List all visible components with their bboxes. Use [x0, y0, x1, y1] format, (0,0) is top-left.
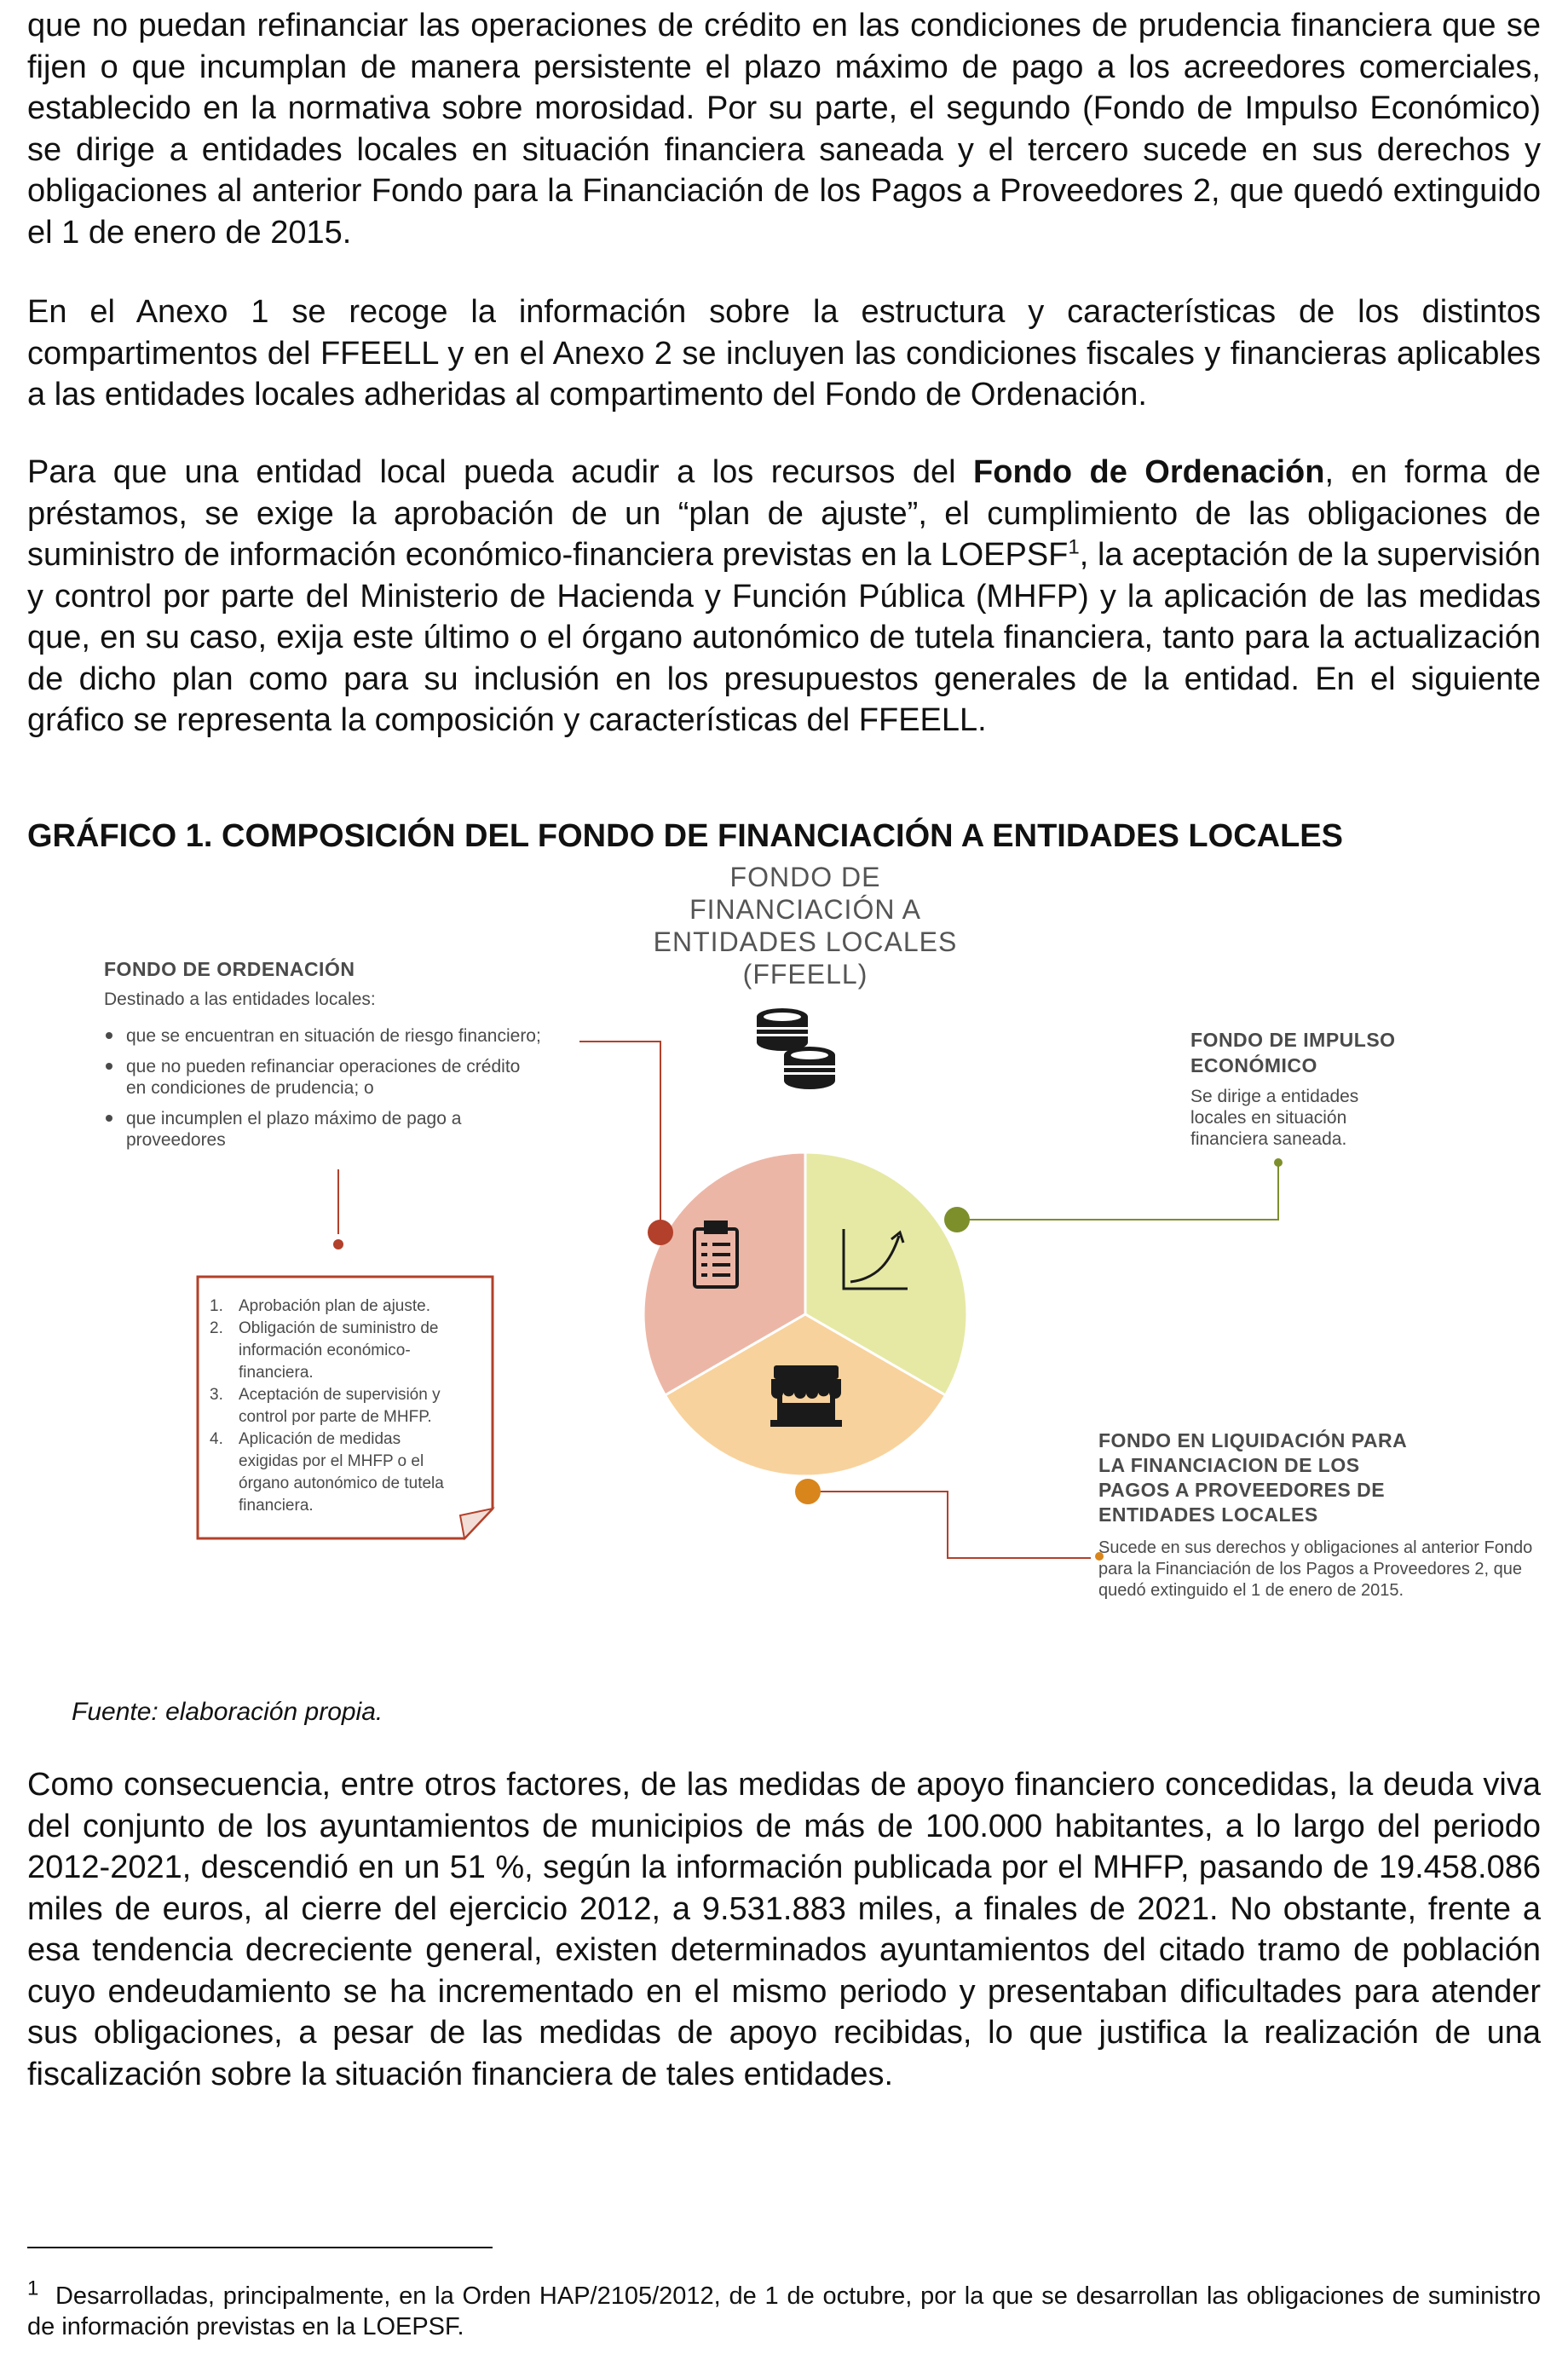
requisito-text: Aceptación de supervisión y — [239, 1386, 441, 1404]
bullet-dot — [106, 1063, 112, 1070]
requisito-text: exigidas por el MHFP o el — [239, 1452, 424, 1470]
figure-title: GRÁFICO 1. COMPOSICIÓN DEL FONDO DE FINANCIACIÓN A ENTIDADES LOCALES — [27, 818, 1343, 854]
liquidacion-desc-line: Sucede en sus derechos y obligaciones al anterior Fondo — [1098, 1538, 1533, 1557]
ordenacion-bullet-text: que incumplen el plazo máximo de pago a — [126, 1109, 462, 1128]
requisito-text: financiera. — [239, 1497, 314, 1515]
impulso-title-line: FONDO DE IMPULSO — [1190, 1029, 1396, 1051]
footnote: $^1$ Desarrolladas, principalmente, en la Orden HAP/2105/2012, de 1 de octubre, por la que se desarrollan las obligaciones de suministro de información previstas en la LOEPSF. — [27, 2277, 1541, 2340]
ordenacion-small-dot — [333, 1239, 343, 1249]
center-title — [654, 862, 958, 990]
paragraph-1: que no puedan refinanciar las operaciones de crédito en las condiciones de prudencia financiera que se fijen o que incumplan de manera persistente el plazo máximo de pago a los acreedores comerciales, establecido en la normativa sobre morosidad. Por su parte, el segundo (Fondo de Impulso Económico) se dirige a entidades locales en situación financiera saneada y el tercero sucede en sus derechos y obligaciones al anterior Fondo para la Financiación de los Pagos a Proveedores 2, que quedó extinguido el 1 de enero de 2015. — [27, 8, 1541, 251]
requisito-number: 1. — [210, 1297, 223, 1315]
requisito-number: 3. — [210, 1386, 223, 1404]
impulso-description — [1190, 1087, 1358, 1149]
requisito-text: órgano autonómico de tutela — [239, 1474, 444, 1492]
coins-icon — [757, 1008, 835, 1089]
ordenacion-bullet-text: en condiciones de prudencia; o — [126, 1078, 374, 1098]
ordenacion-block — [104, 957, 541, 1150]
fondo-ordenacion-bold: Fondo de Ordenación — [973, 454, 1325, 490]
center-title-line: FINANCIACIÓN A — [689, 894, 921, 925]
center-title-line: FONDO DE — [729, 862, 881, 892]
requisito-text: Aprobación plan de ajuste. — [239, 1297, 430, 1315]
footnote-ref[interactable]: 1 — [1068, 535, 1080, 559]
ordenacion-intro: Destinado a las entidades locales: — [104, 990, 376, 1009]
impulso-dot — [944, 1207, 970, 1232]
bullet-dot — [106, 1115, 112, 1122]
requisito-number: 4. — [210, 1430, 223, 1448]
liquidacion-dot — [795, 1479, 821, 1504]
requisito-number: 2. — [210, 1319, 223, 1337]
paragraph-3: Para que una entidad local pueda acudir a los recursos del Fondo de Ordenación, en forma de préstamos, se exige la aprobación de un “plan de ajuste”, el cumplimiento de las obligaciones de suministro de información económico-financiera previstas en la LOEPSF$^1$, la aceptación de la supervisión y control por parte del Ministerio de Hacienda y Función Pública (MHFP) y la aplicación de las medidas que, en su caso, exija este último o el órgano autonómico de tutela financiera, tanto para la actualización de dicho plan como para su inclusión en los presupuestos generales de la entidad. En el siguiente gráfico se representa la composición y características del FFEELL. — [27, 454, 1541, 738]
impulso-title-line: ECONÓMICO — [1190, 1054, 1317, 1076]
figure-source: Fuente: elaboración propia. — [72, 1698, 383, 1726]
liquidacion-title-line: ENTIDADES LOCALES — [1098, 1503, 1318, 1526]
liquidacion-title-line: LA FINANCIACION DE LOS — [1098, 1454, 1360, 1476]
ordenacion-bullet-text: que se encuentran en situación de riesgo financiero; — [126, 1026, 541, 1046]
requisito-text: financiera. — [239, 1364, 314, 1382]
liquidacion-title — [1098, 1428, 1407, 1526]
bullet-dot — [106, 1032, 112, 1039]
impulso-desc-line: financiera saneada. — [1190, 1129, 1347, 1149]
ordenacion-title: FONDO DE ORDENACIÓN — [104, 958, 355, 980]
impulso-desc-line: locales en situación — [1190, 1108, 1347, 1128]
requisito-text: control por parte de MHFP. — [239, 1408, 432, 1426]
ordenacion-bullet-text: que no pueden refinanciar operaciones de crédito — [126, 1057, 521, 1076]
impulso-desc-line: Se dirige a entidades — [1190, 1087, 1359, 1106]
center-title-line: ENTIDADES LOCALES — [653, 926, 958, 957]
impulso-connector — [957, 1163, 1278, 1220]
ordenacion-bullet-text: proveedores — [126, 1130, 226, 1150]
requisito-text: Obligación de suministro de — [239, 1319, 439, 1337]
requisito-text: información económico- — [239, 1342, 411, 1359]
ordenacion-bullets — [106, 1026, 541, 1150]
ffeell-diagram — [0, 861, 1568, 1628]
paragraph-2: En el Anexo 1 se recoge la información sobre la estructura y características de los distintos compartimentos del FFEELL y en el Anexo 2 se incluyen las condiciones fiscales y financieras aplicables a las entidades locales adheridas al compartimento del Fondo de Ordenación. — [27, 294, 1541, 413]
impulso-block — [1190, 1029, 1396, 1149]
paragraph-4: Como consecuencia, entre otros factores, de las medidas de apoyo financiero concedidas, la deuda viva del conjunto de los ayuntamientos de municipios de más de 100.000 habitantes, a lo largo del periodo 2012-2021, descendió en un 51 %, según la información publicada por el MHFP, pasando de 19.458.086 miles de euros, al cierre del ejercicio 2012, a 9.531.883 miles, a finales de 2021. No obstante, frente a esa tendencia decreciente general, existen determinados ayuntamientos del citado tramo de población cuyo endeudamiento se ha incrementado en el mismo periodo y presentaban dificultades para atender sus obligaciones, a pesar de las medidas de apoyo recibidas, lo que justifica la realización de una fiscalización sobre la situación financiera de tales entidades. — [27, 1767, 1541, 2092]
impulso-title — [1190, 1029, 1396, 1076]
liquidacion-connector — [808, 1492, 1091, 1558]
liquidacion-title-line: PAGOS A PROVEEDORES DE — [1098, 1479, 1386, 1501]
liquidacion-desc-line: quedó extinguido el 1 de enero de 2015. — [1098, 1581, 1404, 1600]
liquidacion-block — [1098, 1428, 1532, 1600]
impulso-small-dot — [1274, 1158, 1283, 1167]
footnote-rule — [27, 2247, 493, 2248]
requisitos-card — [198, 1277, 493, 1538]
ordenacion-dot — [648, 1220, 673, 1245]
ordenacion-connector — [579, 1042, 660, 1232]
liquidacion-desc-line: para la Financiación de los Pagos a Proveedores 2, que — [1098, 1560, 1522, 1578]
center-title-line: (FFEELL) — [742, 959, 868, 990]
liquidacion-title-line: FONDO EN LIQUIDACIÓN PARA — [1098, 1429, 1408, 1451]
liquidacion-description — [1098, 1538, 1532, 1600]
requisito-text: Aplicación de medidas — [239, 1430, 401, 1448]
